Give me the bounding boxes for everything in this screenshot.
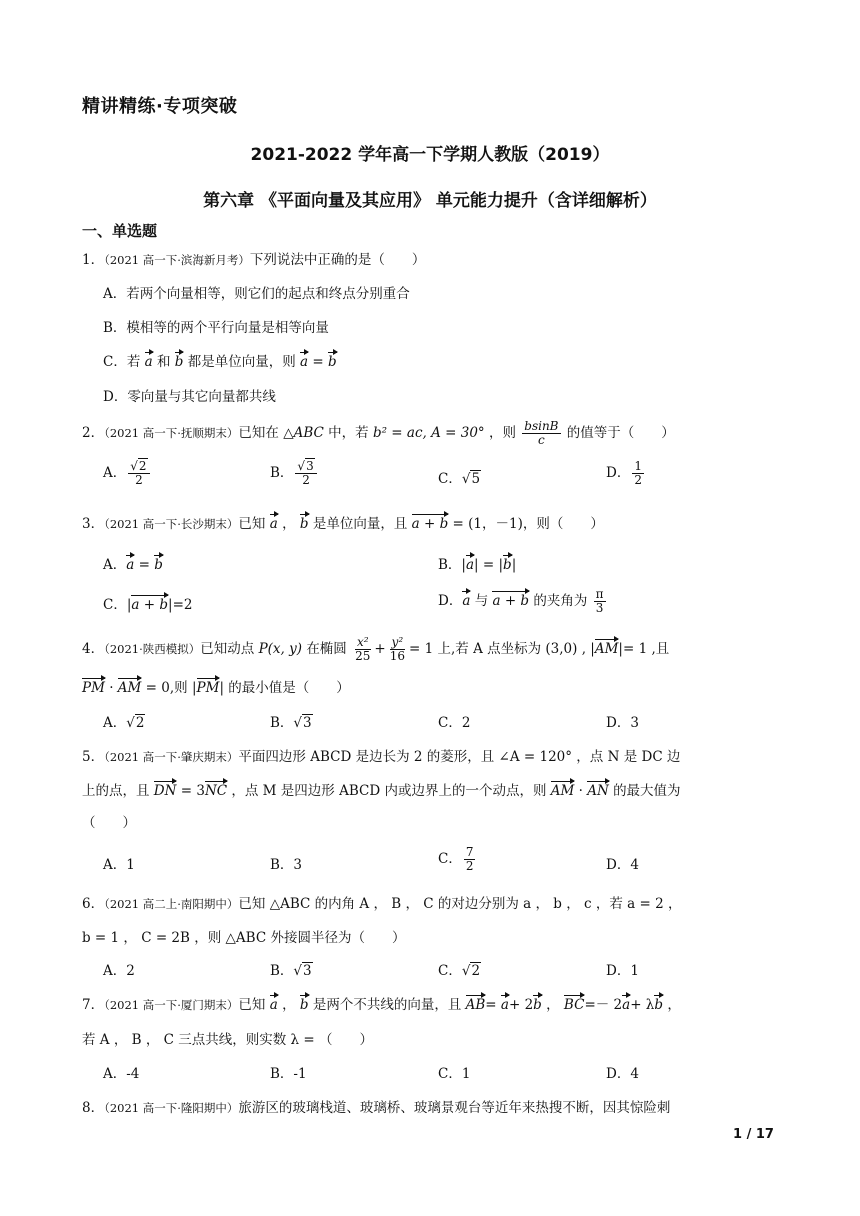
question-1-option-c: C．若 a 和 b 都是单位向量，则 a = b <box>103 350 337 370</box>
question-1-option-a: A．若两个向量相等，则它们的起点和终点分别重合 <box>103 286 410 302</box>
question-4-option-c: C．2 <box>438 715 471 731</box>
question-6-option-b: B．√3 <box>270 963 312 979</box>
question-4-option-b: B．√3 <box>270 715 312 731</box>
question-1-stem: 1．（2021 高一下·滨海新月考）下列说法中正确的是（ ） <box>82 252 426 268</box>
question-6-option-a: A．2 <box>103 963 135 979</box>
document-title-line1: 2021-2022 学年高一下学期人教版（2019） <box>250 145 610 165</box>
question-7-option-a: A．-4 <box>103 1066 140 1082</box>
document-title-line2: 第六章 《平面向量及其应用》 单元能力提升（含详细解析） <box>203 191 657 211</box>
question-5-option-a: A．1 <box>103 857 135 873</box>
question-5-option-b: B．3 <box>270 857 303 873</box>
question-5-stem-line3: （ ） <box>82 815 136 831</box>
question-3-option-b: B．|a| = |b| <box>438 553 516 573</box>
question-3-option-a: A．a = b <box>103 553 163 573</box>
question-5-option-c: C． $\frac{7}{2}$ <box>438 845 474 874</box>
question-2-option-a: A． $\frac{√2}{2}$ <box>103 460 152 487</box>
question-6-stem-line2: b = 1 ， C = 2B ，则 △ABC 外接圆半径为（ ） <box>82 930 406 946</box>
question-4-option-d: D．3 <box>606 715 639 731</box>
question-6-stem: 6．（2021 高二上·南阳期中）已知 △ABC 的内角 A ， B ， C 的对边分别为 a ， b ， c ，若 a = 2 ， <box>82 896 682 912</box>
question-2-option-b: B． $\frac{√3}{2}$ <box>270 460 319 487</box>
question-4-option-a: A．√2 <box>103 715 145 731</box>
question-8-stem: 8．（2021 高一下·隆阳期中）旅游区的玻璃栈道、玻璃桥、玻璃景观台等近年来热搜不断，因其惊险刺 <box>82 1100 671 1116</box>
question-1-option-d: D．零向量与其它向量都共线 <box>103 389 276 405</box>
question-7-stem-line2: 若 A ， B ， C 三点共线，则实数 λ = （ ） <box>82 1032 373 1048</box>
question-2-option-c: C．√5 <box>438 471 481 487</box>
page-number: 1 / 17 <box>733 1127 774 1142</box>
question-1-option-b: B．模相等的两个平行向量是相等向量 <box>103 320 329 336</box>
question-7-option-b: B．-1 <box>270 1066 307 1082</box>
question-3-option-c: C．|a + b|=2 <box>103 593 192 613</box>
question-3-stem: 3．（2021 高一下·长沙期末）已知 a ， b 是单位向量，且 a + b = (1，－1)，则（ ） <box>82 512 604 532</box>
section-heading: 一、单选题 <box>82 222 158 240</box>
question-7-option-c: C．1 <box>438 1066 471 1082</box>
question-2-option-d: D． $\frac{1}{2}$ <box>606 459 642 488</box>
question-6-option-c: C．√2 <box>438 963 481 979</box>
question-7-option-d: D．4 <box>606 1066 639 1082</box>
question-5-stem-line2: 上的点，且 DN = 3NC ，点 M 是四边形 ABCD 内或边界上的一个动点，则 AM · AN 的最大值为 <box>82 779 681 799</box>
question-7-stem: 7．（2021 高一下·厦门期末）已知 a ， b 是两个不共线的向量，且 AB= a+ 2b ， BC=－ 2a+ λb ， <box>82 993 681 1013</box>
question-4-stem-line2: PM · AM = 0,则 |PM| 的最小值是（ ） <box>82 676 350 696</box>
question-5-option-d: D．4 <box>606 857 639 873</box>
question-3-option-d: D．a 与 a + b 的夹角为 $\frac{\pi}{3}$ <box>438 587 604 616</box>
question-5-stem: 5．（2021 高一下·肇庆期末）平面四边形 ABCD 是边长为 2 的菱形，且 ∠A = 120° ，点 N 是 DC 边 <box>82 749 681 765</box>
question-4-stem: 4．（2021·陕西模拟）已知动点 P(x, y) 在椭圆 $\frac{\text{x²}}{25}$ + $\frac{\text{y²}}{16}$ = 1 上,若 A 点坐标为 (3,0) , |AM|= 1 ,且 <box>82 635 670 664</box>
question-2-stem: 2．（2021 高一下·抚顺期末）已知在 △ABC 中，若 b² = ac, A = 30° ，则 $\frac{bsinB}{c}$ 的值等于（ ） <box>82 419 675 448</box>
question-6-option-d: D．1 <box>606 963 639 979</box>
brand-title: 精讲精练·专项突破 <box>82 96 238 117</box>
